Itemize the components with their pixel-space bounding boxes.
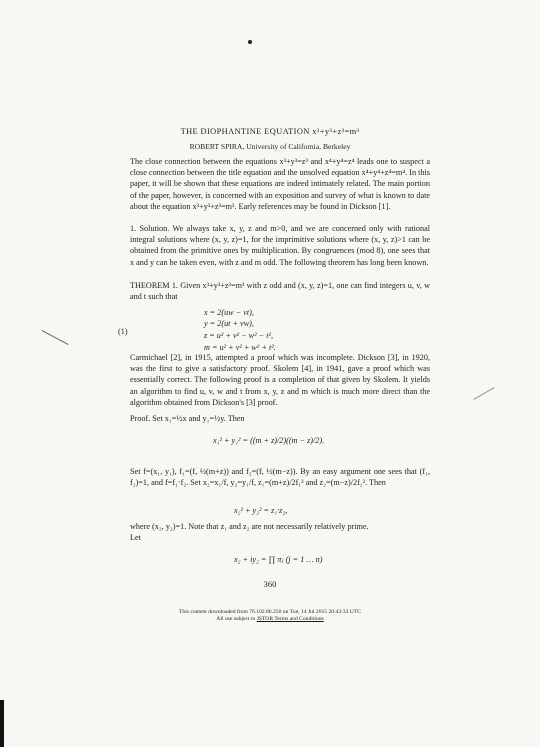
equation-line: y = 2(ut + vw), <box>204 319 254 328</box>
scan-artifact-dot <box>248 40 252 44</box>
proof-equation: x₁² + y₁² = ((m + z)/2)((m − z)/2). <box>213 436 325 445</box>
proof-start: Proof. Set x₁=½x and y₁=½y. Then <box>130 414 245 423</box>
intro-paragraph: The close connection between the equations x³+y³=z³ and x⁴+y⁴=z⁴ leads one to suspect a close connection between the title equation and the unsolved equation x⁴+y⁴+z⁴=m⁴. In this paper, it will be shown that these equations are indeed intimately related. The main portion of the paper, however, is concerned with an exposition and survey of what is known to date about the equation x³+y³+z³=m³. Early references may be found in Dickson [1]. <box>130 157 430 211</box>
equation-line: z = u² + v² − w² − t², <box>204 331 273 340</box>
equation-number: (1) <box>118 327 128 336</box>
footer-download-line: This content downloaded from 76.102.86.250 on Tue, 14 Jul 2015 20:43:33 UTC <box>179 609 361 615</box>
page-number: 360 <box>263 579 277 589</box>
author-line: ROBERT SPIRA, University of California, Berkeley <box>189 142 351 151</box>
margin-mark <box>42 330 69 345</box>
scan-artifact-bar <box>0 700 4 747</box>
footer-terms-line <box>0 616 540 622</box>
footer-terms-prefix: All use subject to <box>216 616 257 622</box>
set-f-paragraph: Set f=(x₁, y₁), f₁=(f, ½(m+z)) and f₂=(f, ½(m−z)). By an easy argument one sees that (f₁, f₂)=1, and f=f₁·f₂. Set x₂=x₁/f, y₂=y₁/f, z₁=(m+z)/2f₁² and z₂=(m−z)/2f₂². Then <box>130 467 430 488</box>
equation-line: x = 2(uw − vt), <box>204 308 254 317</box>
where-line: where (x₂, y₂)=1. Note that z₁ and z₂ are not necessarily relatively prime. <box>130 522 369 531</box>
carmichael-paragraph: Carmichael [2], in 1915, attempted a proof which was incomplete. Dickson [3], in 1920, was the first to give a satisfactory proof. Skolem [4], in 1941, gave a proof which was essentially correct. The following proof is a completion of that given by Skolem. It yields an algorithm to find u, v, w and t from x, y, z and m which is much more direct than the algorithm obtained from Dickson's [3] proof. <box>130 353 430 407</box>
z-equation: x₂² + y₂² = z₁·z₂, <box>234 506 288 515</box>
let-line: Let <box>130 533 141 542</box>
theorem-1: THEOREM 1. Given x³+y³+z³=m³ with z odd and (x, y, z)=1, one can find integers u, v, w and t such that <box>130 281 430 302</box>
equation-line: m = u² + v² + w² + t². <box>204 343 276 352</box>
paper-title: THE DIOPHANTINE EQUATION x³+y³+z³=m³ <box>180 127 360 136</box>
jstor-terms-link[interactable]: JSTOR Terms and Conditions <box>256 616 324 622</box>
section-1-paragraph: 1. Solution. We always take x, y, z and m>0, and we are concerned only with rational integral solutions where (x, y, z)=1, for the imprimitive solutions where (x, y, z)>1 can be obtained from the primitive ones by multiplication. By congruences (mod 8), one sees that x and y can be taken even, with z and m odd. The following theorem has long been known. <box>130 224 430 267</box>
margin-mark <box>473 387 494 400</box>
product-equation: x₂ + iy₂ = ∏ πⱼ (j = 1 … n) <box>234 555 323 564</box>
